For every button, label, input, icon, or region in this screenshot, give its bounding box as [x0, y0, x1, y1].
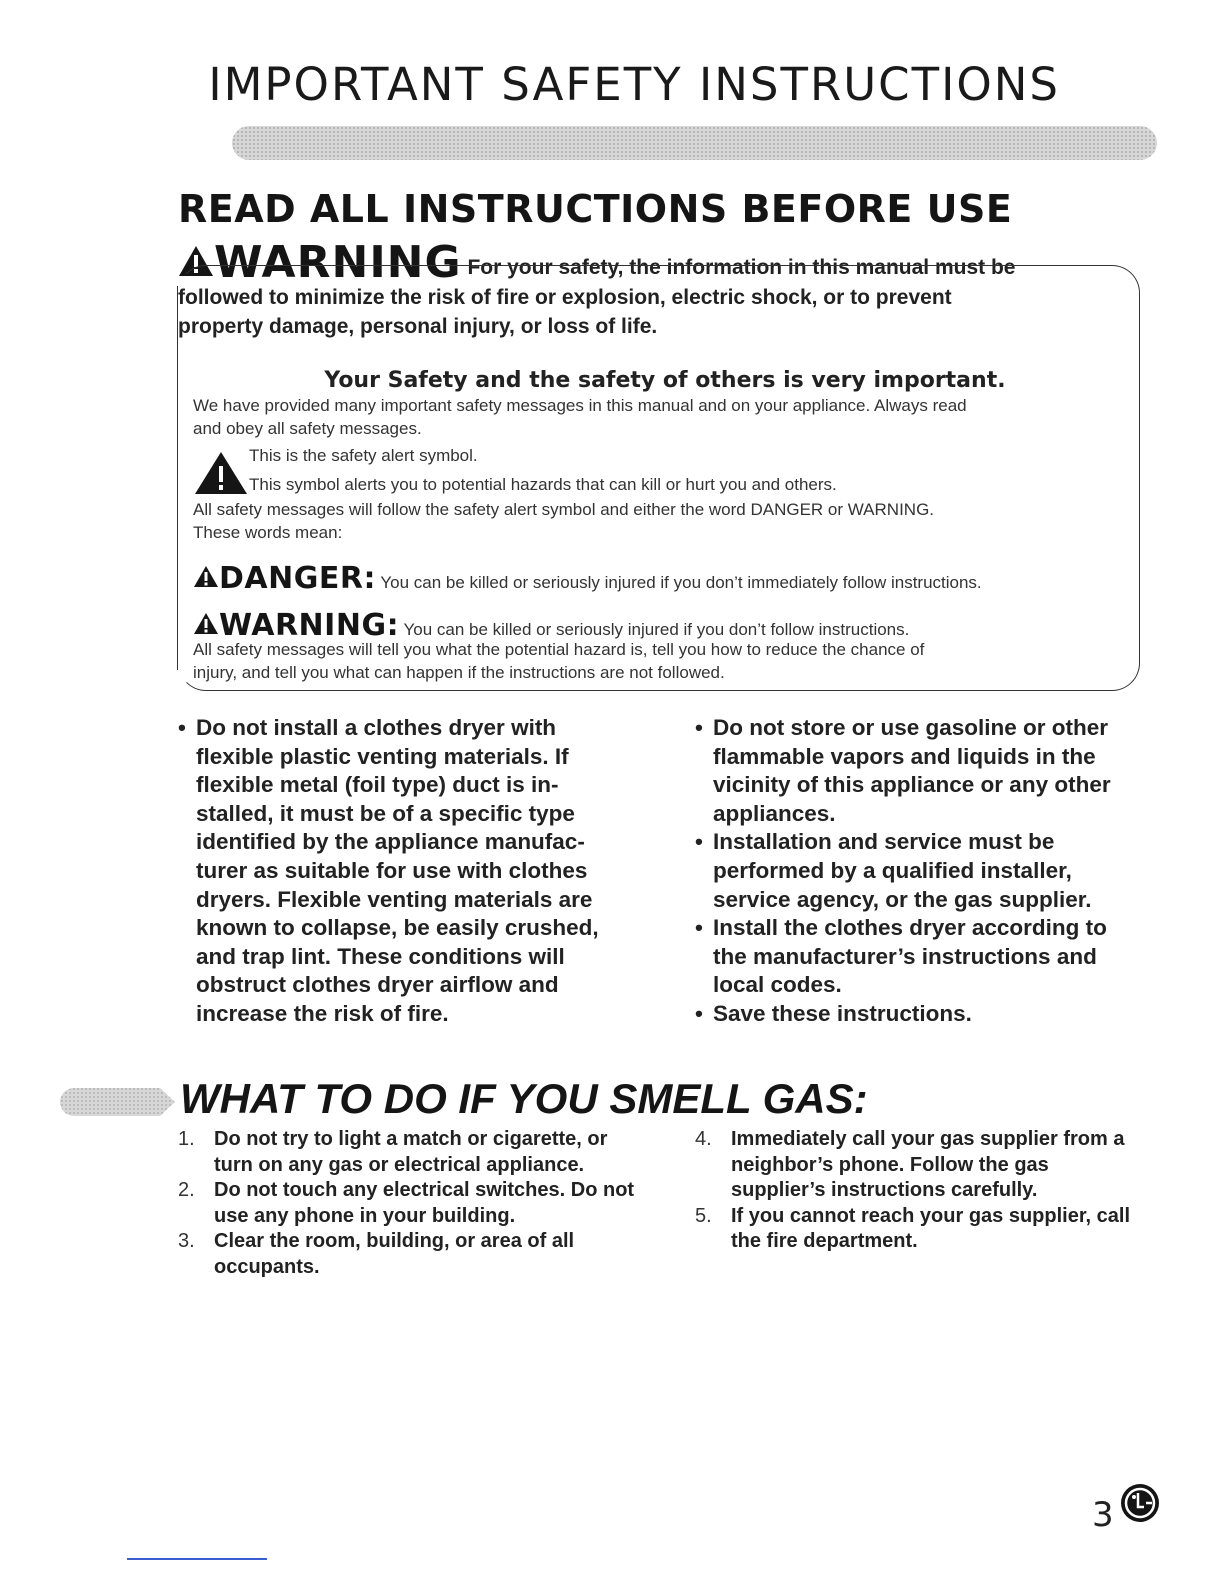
- intro-warning-text-1: For your safety, the information in this manual must be: [461, 256, 1016, 279]
- step-text: Clear the room, building, or area of all occupants.: [214, 1230, 575, 1278]
- list-item: [695, 1127, 1135, 1204]
- warning-alert-icon: [193, 612, 219, 635]
- safety-box-line-4: These words mean:: [193, 523, 343, 542]
- list-item: • Do not install a clothes dryer with flexible plastic venting materials. If flexible metal (foil type) duct is in-stalled, it must be of a specific type identified by the appliance manufac-turer as suitable for use with clothes dryers. Flexible venting materials are known to collapse, be easily crushed, and trap lint. These conditions will obstruct clothes dryer airflow and increase the risk of fire.: [178, 714, 628, 1029]
- gas-steps-left: [178, 1127, 648, 1280]
- bullets-left: [178, 714, 628, 1029]
- danger-alert-icon: [193, 565, 219, 588]
- footer-rule: [127, 1558, 267, 1560]
- step-number: 3.: [178, 1230, 195, 1252]
- step-number: 5.: [695, 1204, 712, 1227]
- gas-steps-right: [695, 1127, 1135, 1255]
- page-number: 3: [1092, 1495, 1114, 1535]
- list-item: • Installation and service must be performed by a qualified installer, service agency, or the gas supplier.: [695, 828, 1140, 914]
- list-item: [178, 1229, 648, 1280]
- section-tab-marker: [60, 1087, 176, 1117]
- danger-word: DANGER:: [219, 561, 376, 596]
- step-number: 1.: [178, 1128, 195, 1150]
- safety-box-line-1: We have provided many important safety messages in this manual and on your appliance. Always read: [193, 396, 967, 415]
- safety-symbol-line-1: This is the safety alert symbol.: [249, 446, 478, 465]
- danger-text: You can be killed or seriously injured if you don’t immediately follow instructions.: [380, 573, 982, 592]
- list-item: • Install the clothes dryer according to the manufacturer’s instructions and local codes.: [695, 914, 1140, 1000]
- step-text: Immediately call your gas supplier from a neighbor’s phone. Follow the gas supplier’s instructions carefully.: [731, 1128, 1125, 1201]
- read-all-heading: READ ALL INSTRUCTIONS BEFORE USE: [178, 187, 1013, 231]
- step-text: If you cannot reach your gas supplier, call the fire department.: [731, 1204, 1131, 1252]
- safety-box-line-2: and obey all safety messages.: [193, 419, 422, 438]
- safety-box-line-5: All safety messages will tell you what the potential hazard is, tell you how to reduce the chance of: [193, 640, 925, 659]
- list-item: [695, 1204, 1135, 1255]
- page-title: IMPORTANT SAFETY INSTRUCTIONS: [208, 58, 1060, 111]
- warning-definition: [193, 608, 909, 643]
- step-number: 4.: [695, 1128, 712, 1150]
- list-item: • Save these instructions.: [695, 1000, 1140, 1029]
- lg-logo-icon: [1120, 1483, 1160, 1523]
- step-text: Do not touch any electrical switches. Do not use any phone in your building.: [214, 1179, 635, 1227]
- intro-warning-text-2: followed to minimize the risk of fire or explosion, electric shock, or to prevent: [178, 286, 952, 309]
- danger-definition: [193, 561, 982, 596]
- bullets-right: [695, 714, 1140, 1029]
- gas-section-heading: WHAT TO DO IF YOU SMELL GAS:: [180, 1075, 868, 1122]
- title-decorative-bar: [232, 126, 1157, 160]
- intro-warning-word: WARNING: [214, 237, 462, 288]
- list-item: [178, 1178, 648, 1229]
- step-text: Do not try to light a match or cigarette, or turn on any gas or electrical appliance.: [214, 1128, 608, 1176]
- warning-text: You can be killed or seriously injured if you don’t follow instructions.: [403, 620, 910, 639]
- safety-symbol-line-2: This symbol alerts you to potential hazards that can kill or hurt you and others.: [249, 475, 837, 494]
- safety-box-title: Your Safety and the safety of others is very important.: [324, 368, 1006, 393]
- safety-alert-symbol-icon: [193, 450, 249, 496]
- list-item: • Do not store or use gasoline or other flammable vapors and liquids in the vicinity of this appliance or any other appliances.: [695, 714, 1140, 828]
- safety-box-line-3: All safety messages will follow the safety alert symbol and either the word DANGER or WARNING.: [193, 500, 935, 519]
- list-item: [178, 1127, 648, 1178]
- warning-word: WARNING:: [219, 608, 400, 643]
- step-number: 2.: [178, 1179, 195, 1201]
- safety-box-line-6: injury, and tell you what can happen if the instructions are not followed.: [193, 663, 725, 682]
- intro-warning-text-3: property damage, personal injury, or loss of life.: [178, 315, 658, 338]
